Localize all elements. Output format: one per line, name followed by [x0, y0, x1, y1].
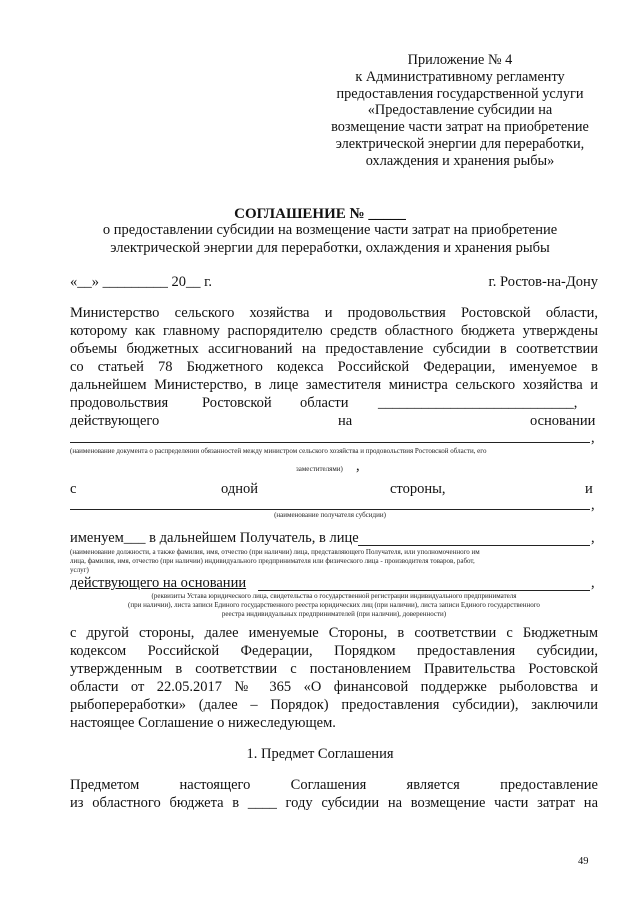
- acting-word: на: [338, 413, 353, 429]
- acting-basis: действующего на основании: [70, 575, 247, 591]
- note-basis: реестра индивидуальных предпринимателей (при наличии), доверенности): [221, 610, 447, 618]
- subtitle-line: электрической энергии для переработки, охлаждения и хранения рыбы: [110, 240, 550, 256]
- para1-line: со статьей 78 Бюджетного кодекса Российской Федерации, именуемое в: [70, 359, 598, 375]
- annex-line: Приложение № 4: [407, 52, 513, 68]
- prod-word: Ростовской: [202, 395, 272, 411]
- one-side-word: одной: [221, 481, 258, 497]
- one-side-word: стороны,: [390, 481, 446, 497]
- annex-header: [300, 52, 620, 170]
- comma: ,: [591, 575, 595, 591]
- comma: ,: [591, 530, 595, 546]
- para2-line: с другой стороны, далее именуемые Стороны, в соответствии с Бюджетным: [70, 625, 598, 641]
- note-document: (наименование документа о распределении обязанностей между министром сельского хозяйства и продовольствия Ростовской области, его: [70, 447, 487, 455]
- subtitle-line: о предоставлении субсидии на возмещение части затрат на приобретение: [102, 222, 558, 238]
- note-deputies: заместителями): [296, 465, 343, 473]
- para2-line: утвержденным в соответствии с постановлением Правительства Ростовской: [70, 661, 598, 677]
- para1-line: Министерство сельского хозяйства и продовольствия Ростовской области,: [70, 305, 598, 321]
- annex-line: к Административному регламенту: [355, 68, 565, 85]
- agreement-city: г. Ростов-на-Дону: [488, 274, 598, 290]
- one-side-word: с: [70, 481, 77, 497]
- para1-line: объемы бюджетных ассигнований на предоставление субсидии в соответствии: [70, 341, 598, 357]
- annex-line: возмещение части затрат на приобретение: [331, 119, 589, 136]
- annex-line: электрической энергии для переработки,: [335, 135, 585, 152]
- acting-word: действующего: [70, 413, 160, 429]
- section-heading: 1. Предмет Соглашения: [246, 746, 394, 762]
- para3-line: Предметом настоящего Соглашения является предоставление: [70, 777, 598, 793]
- agreement-subtitle: [60, 221, 600, 257]
- note-person: лица, фамилия, имя, отчество (при наличии) индивидуального предпринимателя или физического лица - производителя товаров, работ,: [70, 557, 475, 565]
- one-side-word: и: [585, 481, 593, 497]
- note-person: (наименование должности, а также фамилия, имя, отчество (при наличии) лица, представляющего Получателя, или уполномоченного им: [70, 548, 480, 556]
- prod-word: продовольствия: [70, 395, 169, 411]
- annex-line: охлаждения и хранения рыбы»: [365, 152, 555, 169]
- agreement-title: СОГЛАШЕНИЕ № _____: [234, 206, 406, 222]
- note-basis: (при наличии), листа записи Единого государственного реестра юридических лиц (при наличии), листа записи Единого государственного: [128, 601, 540, 609]
- prod-word: области: [300, 395, 349, 411]
- acting-word: основании: [530, 413, 596, 429]
- deputy-blank: ___________________________,: [378, 395, 578, 411]
- para2-line: области от 22.05.2017 № 365 «О финансовой поддержке рыболовства и: [70, 679, 598, 695]
- para2-line: рыбопереработки» (далее – Порядок) предоставления субсидии), заключили: [70, 697, 598, 713]
- blank-line-basis: [258, 590, 590, 591]
- page-number: 49: [578, 856, 589, 867]
- comma: ,: [591, 497, 595, 513]
- annex-line: предоставления государственной услуги: [336, 85, 584, 102]
- note-basis: (реквизиты Устава юридического лица, свидетельства о государственной регистрации индивидуального предпринимателя: [151, 592, 517, 600]
- comma: ,: [356, 458, 360, 474]
- para2-line: кодексом Российской Федерации, Порядком предоставления субсидии,: [70, 643, 598, 659]
- note-person: услуг): [70, 566, 89, 574]
- blank-line-person: [358, 545, 590, 546]
- comma: ,: [591, 430, 595, 446]
- para1-line: которому как главному распорядителю средств областного бюджета утверждены: [70, 323, 598, 339]
- blank-line-recipient: [70, 509, 590, 510]
- named-recipient-line: именуем___ в дальнейшем Получатель, в лице: [70, 530, 359, 546]
- para1-line: дальнейшем Министерство, в лице заместителя министра сельского хозяйства и: [70, 377, 598, 393]
- para3-line: из областного бюджета в ____ году субсидии на возмещение части затрат на: [70, 795, 598, 811]
- para2-line: настоящее Соглашение о нижеследующем.: [70, 715, 336, 731]
- blank-line-document: [70, 442, 590, 443]
- annex-line: «Предоставление субсидии на: [367, 102, 553, 119]
- note-recipient: (наименование получателя субсидии): [274, 511, 386, 519]
- agreement-date: «__» _________ 20__ г.: [70, 274, 213, 290]
